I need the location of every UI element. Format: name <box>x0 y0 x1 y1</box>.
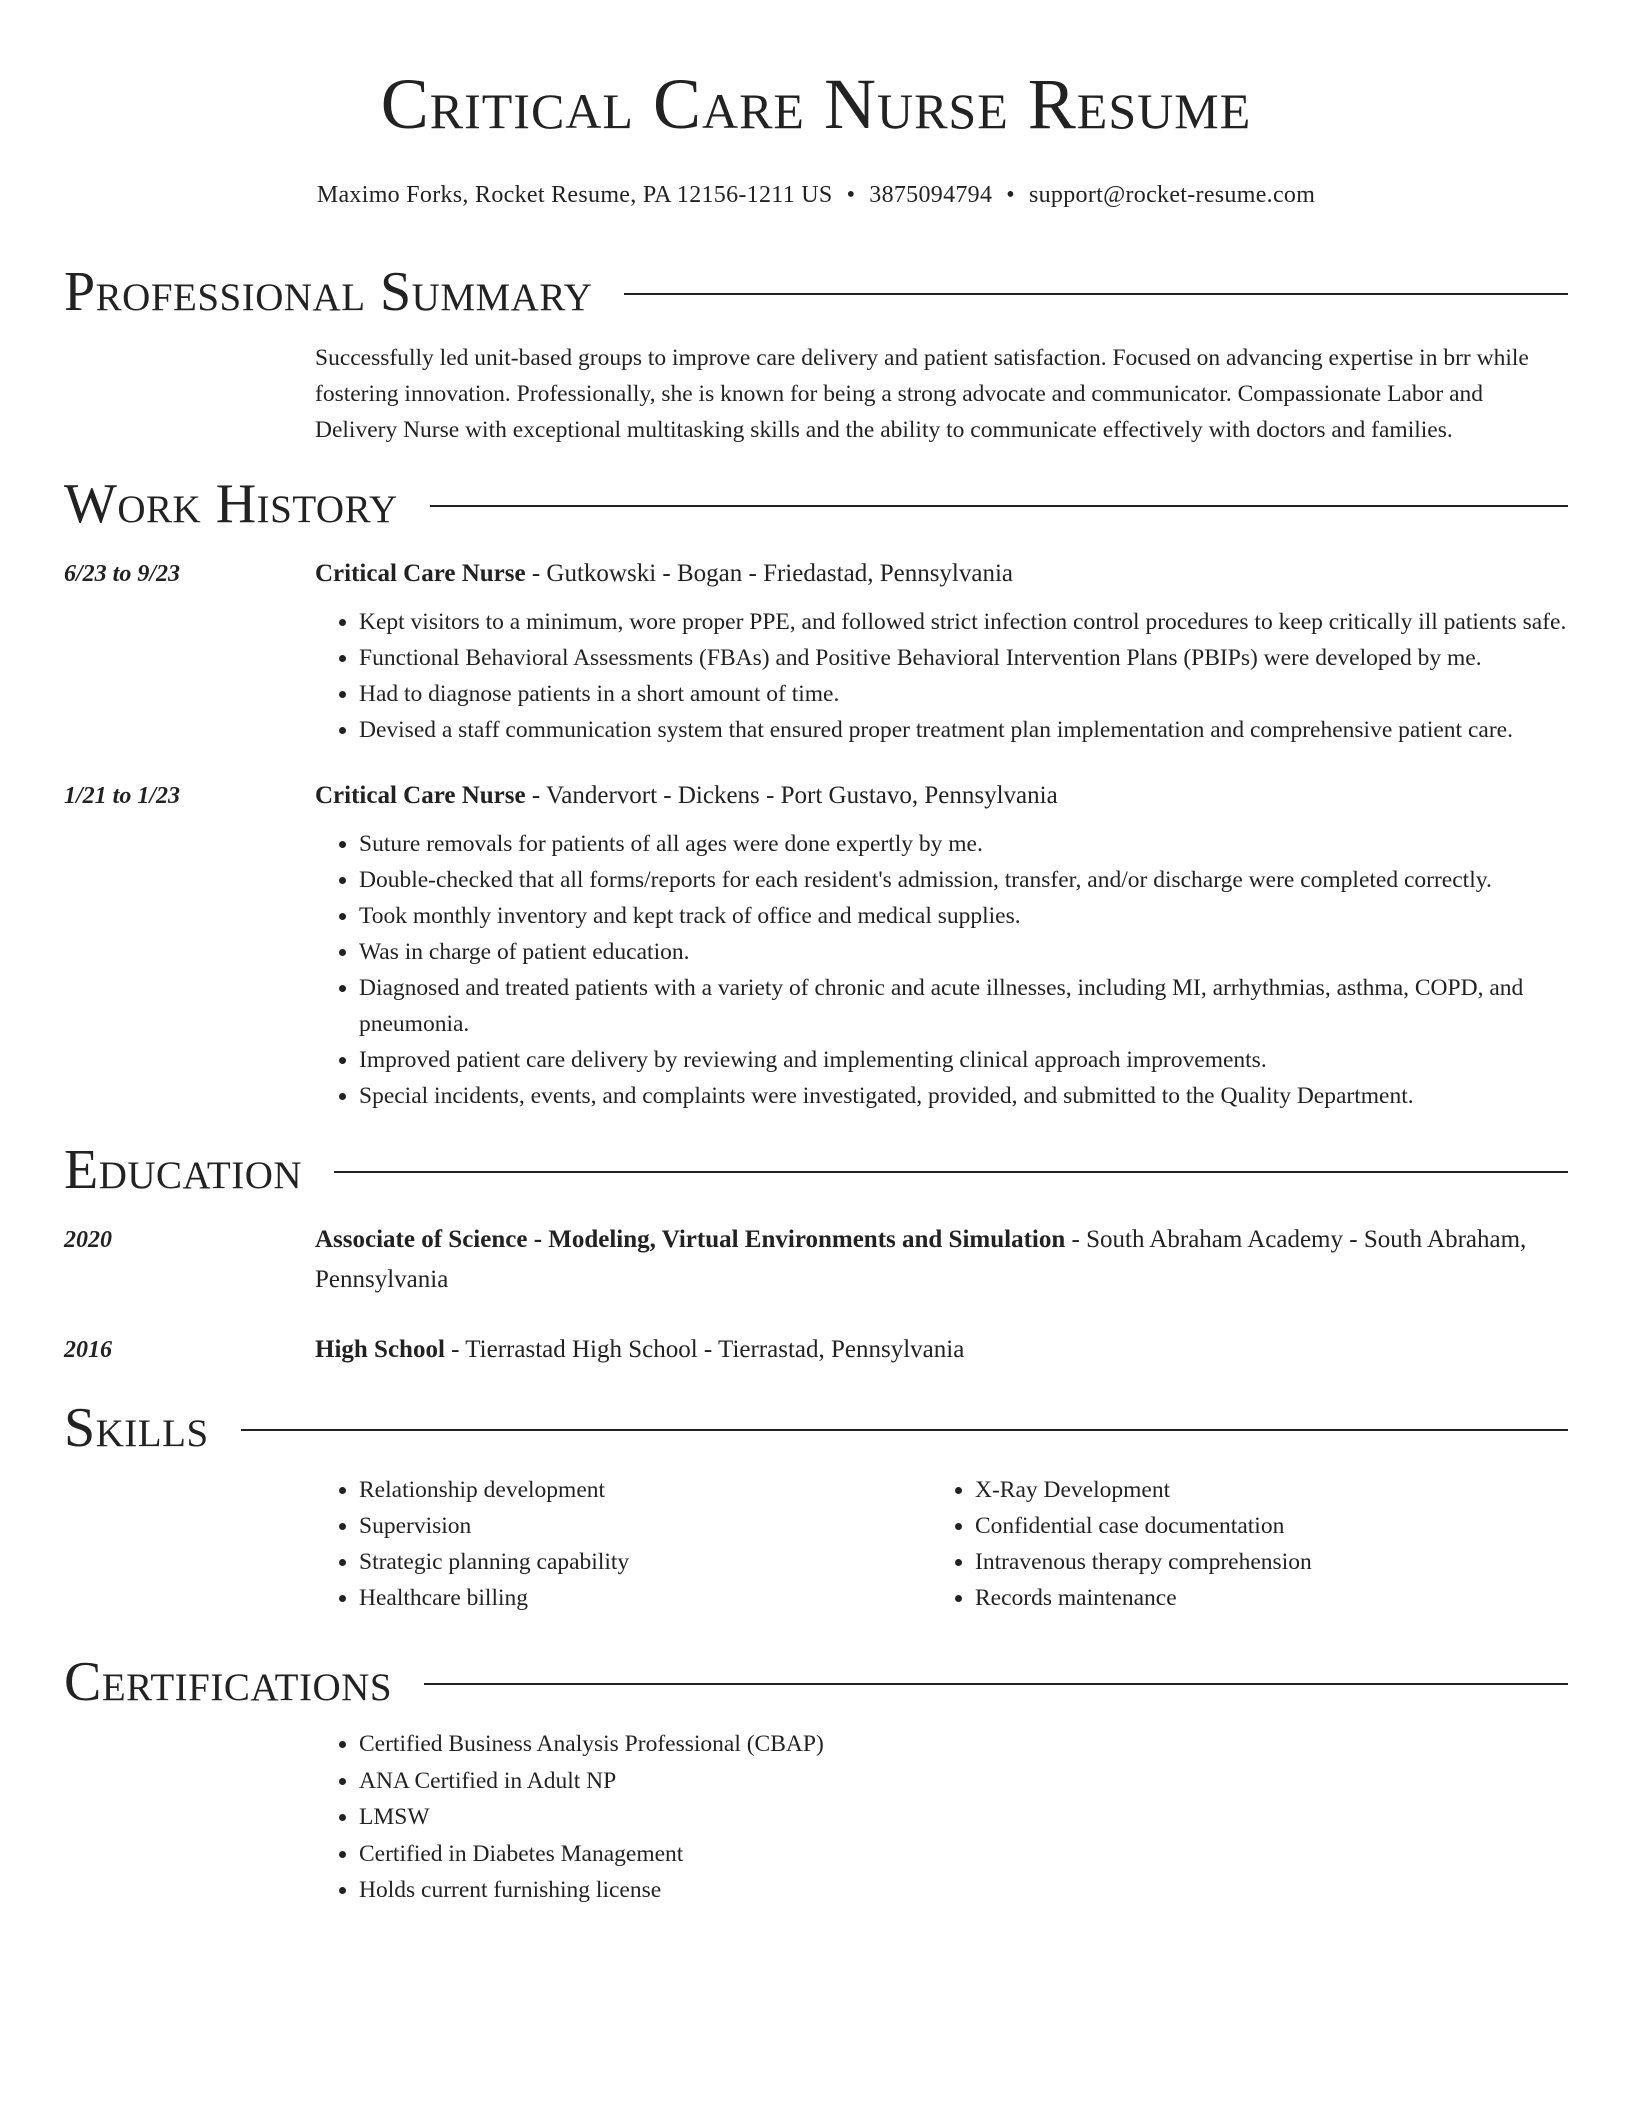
job-duty: • Diagnosed and treated patients with a variety of chronic and acute illnesses, including MI, arrhythmias, asthma, COPD, and pneumonia. <box>359 970 1568 1042</box>
certification-item: • Certified Business Analysis Professional (CBAP) <box>359 1726 1568 1763</box>
contact-separator: • <box>846 182 856 208</box>
section-divider <box>624 293 1568 295</box>
job-duty: • Functional Behavioral Assessments (FBAs) and Positive Behavioral Intervention Plans (PBIPs) were developed by me. <box>359 640 1568 676</box>
education-details: - South Abraham Academy - South Abraham, Pennsylvania <box>315 1226 1527 1293</box>
job-body <box>315 554 1568 748</box>
job-duties-list <box>315 604 1568 748</box>
education-entry <box>64 1220 1568 1300</box>
section-divider <box>424 1683 1568 1685</box>
job-heading <box>315 554 1568 594</box>
job-duty: • Had to diagnose patients in a short amount of time. <box>359 676 1568 712</box>
skill-item: • Intravenous therapy comprehension <box>975 1544 1547 1580</box>
job-duty: • Was in charge of patient education. <box>359 934 1568 970</box>
skills-list <box>931 1472 1547 1616</box>
job-duty: • Special incidents, events, and complaints were investigated, provided, and submitted to the Quality Department. <box>359 1078 1568 1114</box>
job-title: Critical Care Nurse <box>315 782 526 809</box>
skills-column-left <box>315 1472 931 1616</box>
education-degree: Associate of Science - Modeling, Virtual Environments and Simulation <box>315 1226 1066 1253</box>
skill-item: • Strategic planning capability <box>359 1544 931 1580</box>
education-entry <box>64 1330 1568 1370</box>
section-title-summary: Professional Summary <box>64 261 593 323</box>
job-duty: • Double-checked that all forms/reports for each resident's admission, transfer, and/or discharge were completed correctly. <box>359 862 1568 898</box>
job-duties-list <box>315 826 1568 1114</box>
education-details: - Tierrastad High School - Tierrastad, Pennsylvania <box>444 1336 965 1363</box>
skill-item: • Records maintenance <box>975 1580 1547 1616</box>
education-heading <box>315 1220 1568 1300</box>
section-divider <box>241 1429 1568 1431</box>
contact-address: Maximo Forks, Rocket Resume, PA 12156-1211 US <box>316 182 833 208</box>
job-details: - Vandervort - Dickens - Port Gustavo, Pennsylvania <box>525 782 1058 809</box>
skills-column-right <box>931 1472 1547 1616</box>
contact-line <box>64 178 1568 212</box>
job-duty: • Devised a staff communication system that ensured proper treatment plan implementation and comprehensive patient care. <box>359 712 1568 748</box>
section-title-education: Education <box>64 1139 303 1201</box>
resume-page <box>64 0 1568 1909</box>
education-heading <box>315 1330 1568 1370</box>
education-year: 2016 <box>64 1337 112 1363</box>
skill-item: • Healthcare billing <box>359 1580 931 1616</box>
certification-item: • Certified in Diabetes Management <box>359 1836 1568 1873</box>
summary-section-header <box>64 262 1568 322</box>
education-section-header <box>64 1140 1568 1200</box>
certification-item: • LMSW <box>359 1799 1568 1836</box>
section-title-work: Work History <box>64 473 398 535</box>
education-year: 2020 <box>64 1227 112 1253</box>
work-section-header <box>64 474 1568 534</box>
skill-item: • Relationship development <box>359 1472 931 1508</box>
section-title-certifications: Certifications <box>64 1651 393 1713</box>
job-duty: • Took monthly inventory and kept track of office and medical supplies. <box>359 898 1568 934</box>
resume-title: Critical Care Nurse Resume <box>380 64 1252 144</box>
job-entry <box>64 776 1568 1114</box>
certifications-list <box>315 1726 1568 1909</box>
skills-list <box>315 1472 931 1616</box>
certifications-section-header <box>64 1652 1568 1712</box>
job-details: - Gutkowski - Bogan - Friedastad, Pennsylvania <box>525 560 1014 587</box>
contact-separator: • <box>1006 182 1015 208</box>
job-entry <box>64 554 1568 748</box>
education-degree: High School <box>315 1336 445 1363</box>
section-divider <box>430 505 1568 507</box>
contact-email: support@rocket-resume.com <box>1028 182 1316 208</box>
job-duty: • Suture removals for patients of all ages were done expertly by me. <box>359 826 1568 862</box>
skill-item: • Confidential case documentation <box>975 1508 1547 1544</box>
job-dates: 1/21 to 1/23 <box>64 783 181 809</box>
skill-item: • X-Ray Development <box>975 1472 1547 1508</box>
skills-section-header <box>64 1398 1568 1458</box>
certification-item: • Holds current furnishing license <box>359 1872 1568 1909</box>
job-title: Critical Care Nurse <box>315 560 526 587</box>
skills-grid <box>315 1472 1568 1616</box>
job-duty: • Improved patient care delivery by reviewing and implementing clinical approach improvements. <box>359 1042 1568 1078</box>
skill-item: • Supervision <box>359 1508 931 1544</box>
section-title-skills: Skills <box>64 1397 209 1459</box>
job-dates: 6/23 to 9/23 <box>64 561 181 587</box>
job-body <box>315 776 1568 1114</box>
certifications-block <box>315 1726 1568 1909</box>
job-heading <box>315 776 1568 816</box>
job-duty: • Kept visitors to a minimum, wore proper PPE, and followed strict infection control procedures to keep critically ill patients safe. <box>359 604 1568 640</box>
summary-text: Successfully led unit-based groups to improve care delivery and patient satisfaction. Focused on advancing expertise in brr while fostering innovation. Professionally, she is known for being a strong advocate and communicator. Compassionate Labor and Delivery Nurse with exceptional multitasking skills and the ability to communicate effectively with doctors and families. <box>315 345 1529 443</box>
section-divider <box>334 1171 1568 1173</box>
certification-item: • ANA Certified in Adult NP <box>359 1763 1568 1800</box>
contact-phone: 3875094794 <box>869 182 993 208</box>
